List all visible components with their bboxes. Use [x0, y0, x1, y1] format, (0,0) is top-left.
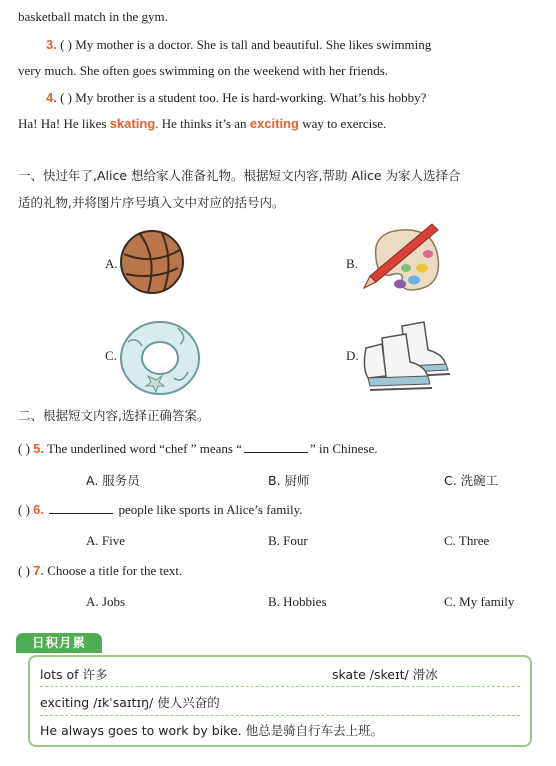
vocab-box — [28, 655, 532, 747]
question-number: 7. — [33, 563, 45, 578]
highlight-word-skating: skating — [109, 116, 156, 131]
option-a[interactable]: A. Five — [86, 533, 125, 548]
option-a[interactable]: A. 服务员 — [86, 473, 140, 488]
option-b[interactable]: B. Hobbies — [268, 594, 327, 609]
text-segment: Ha! Ha! He likes — [18, 116, 107, 131]
question-6 — [18, 501, 303, 519]
question-text: The underlined word “chef ” means “ — [47, 441, 242, 456]
section1-heading-b: 适的礼物,并将图片序号填入文中对应的括号内。 — [18, 195, 285, 210]
pic-a-label: A. — [105, 256, 118, 271]
vocab-tag: 日积月累 — [16, 633, 102, 653]
option-b[interactable]: B. Four — [268, 533, 308, 548]
fill-blank[interactable] — [49, 501, 113, 514]
question-text: My mother is a doctor. She is tall and beautiful. She likes swimming — [75, 37, 432, 52]
paint-palette-icon — [362, 218, 454, 298]
vocab-row-1-left: lots of 许多 — [40, 667, 108, 682]
vocab-row-3: He always goes to work by bike. 他总是骑自行车去上班。 — [40, 723, 384, 738]
ice-skates-icon — [362, 318, 452, 402]
vocab-row-2: exciting /ɪkˈsaɪtɪŋ/ 使人兴奋的 — [40, 695, 220, 710]
question-number: 4. — [46, 90, 57, 105]
answer-paren[interactable]: ( ) — [18, 563, 30, 578]
answer-paren[interactable]: ( ) — [60, 37, 73, 52]
answer-paren[interactable]: ( ) — [60, 90, 73, 105]
pic-b-label: B. — [346, 256, 358, 271]
option-c[interactable]: C. My family — [444, 594, 515, 609]
question-4-cont — [18, 115, 386, 133]
question-7 — [18, 562, 182, 580]
question-3 — [46, 36, 431, 54]
text-segment: . He thinks it’s an — [155, 116, 247, 131]
answer-paren[interactable]: ( ) — [18, 441, 30, 456]
text-segment: way to exercise. — [302, 116, 387, 131]
swim-ring-icon — [118, 318, 202, 398]
highlight-word-exciting: exciting — [249, 116, 299, 131]
question-number: 3. — [46, 37, 57, 52]
question-text: My brother is a student too. He is hard-working. What’s his hobby? — [75, 90, 427, 105]
section1-heading-a: 一、快过年了,Alice 想给家人准备礼物。根据短文内容,帮助 Alice 为家人选择合 — [18, 168, 461, 183]
basketball-icon — [118, 228, 186, 296]
question-3-cont: very much. She often goes swimming on the weekend with her friends. — [18, 63, 389, 78]
divider — [40, 686, 520, 687]
vocab-row-1-right: skate /skeɪt/ 滑冰 — [332, 667, 438, 682]
question-text: people like sports in Alice’s family. — [118, 502, 303, 517]
option-c[interactable]: C. Three — [444, 533, 490, 548]
question-text: ” in Chinese. — [309, 441, 378, 456]
option-b[interactable]: B. 厨师 — [268, 473, 310, 488]
option-c[interactable]: C. 洗碗工 — [444, 473, 499, 488]
section2-heading: 二、根据短文内容,选择正确答案。 — [18, 408, 210, 423]
divider — [40, 715, 520, 716]
fill-blank[interactable] — [244, 440, 308, 453]
text-line-0: basketball match in the gym. — [18, 9, 168, 24]
question-5 — [18, 440, 377, 458]
answer-paren[interactable]: ( ) — [18, 502, 30, 517]
pic-c-label: C. — [105, 348, 117, 363]
pic-d-label: D. — [346, 348, 359, 363]
question-number: 5. — [33, 441, 45, 456]
option-a[interactable]: A. Jobs — [86, 594, 126, 609]
question-text: Choose a title for the text. — [47, 563, 183, 578]
question-4 — [46, 89, 426, 107]
question-number: 6. — [33, 502, 45, 517]
